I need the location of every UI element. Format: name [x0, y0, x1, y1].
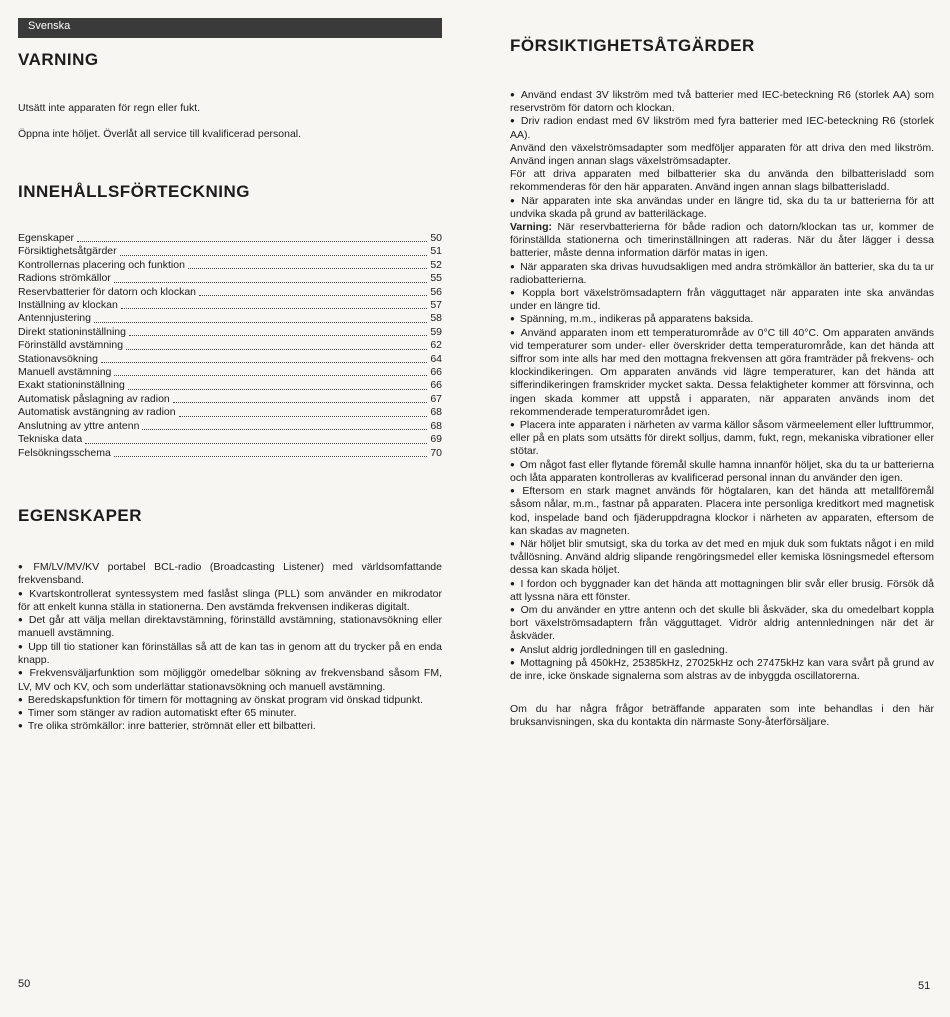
toc-entry-page: 55: [430, 272, 442, 285]
toc-entry-title: Manuell avstämning: [18, 366, 112, 379]
toc-entry-page: 67: [430, 392, 442, 405]
precautions-title: FÖRSIKTIGHETSÅTGÄRDER: [510, 36, 755, 55]
toc-entry-page: 70: [430, 446, 442, 459]
precaution-item: [510, 459, 934, 485]
toc-entry-page: 56: [430, 285, 442, 298]
feature-item: ● FM/LV/MV/KV portabel BCL-radio (Broadcasting Listener) med världsomfattande frekvensband.: [18, 561, 442, 588]
feature-item: ● Timer som stänger av radion automatiskt efter 65 minuter.: [18, 707, 442, 720]
toc-entry: [18, 379, 442, 392]
toc-entry-title: Förinställd avstämning: [18, 339, 124, 352]
precaution-text: Koppla bort växelströmsadaptern från vägguttaget när apparaten inte ska användas under en längre tid.: [510, 287, 934, 313]
warning-title: VARNING: [18, 50, 99, 69]
page-number-left: 50: [18, 978, 31, 990]
left-page: [18, 44, 442, 734]
toc-entry: [18, 326, 442, 339]
precaution-item: [510, 538, 934, 578]
toc-leader: [114, 366, 427, 376]
precaution-item: [510, 142, 934, 168]
precaution-text: Driv radion endast med 6V likström med fyra batterier med IEC-beteckning R6 (storlek AA).: [510, 115, 934, 141]
toc-entry-title: Anslutning av yttre antenn: [18, 419, 140, 432]
precaution-item: [510, 419, 934, 459]
toc-entry-title: Kontrollernas placering och funktion: [18, 258, 185, 271]
toc-entry-page: 58: [430, 312, 442, 325]
precaution-text: Använd den växelströmsadapter som medföljer apparaten för att driva den med likström. Använd ingen annan slags växelströmsadapter.: [510, 141, 934, 168]
feature-item: ● Frekvensväljarfunktion som möjliggör omedelbar sökning av frekvensband såsom FM, LV, MV och KV, och som underlättar stationavsökning och manuell avstämning.: [18, 667, 442, 694]
toc-entry-title: Felsökningsschema: [18, 446, 111, 459]
precaution-text: För att driva apparaten med bilbatterier ska du använda den bilbatterisladd som rekommenderas för den här apparaten. Använd ingen annan slags bilbatterisladd.: [510, 168, 934, 194]
precaution-text: När apparaten inte ska användas under en längre tid, ska du ta ur batterierna för att undvika skada på grund av batteriläckage.: [510, 194, 934, 220]
toc-entry-page: 66: [430, 366, 442, 379]
toc-leader: [114, 447, 428, 457]
toc-leader: [120, 245, 428, 255]
features-list: [18, 561, 442, 734]
toc-entry-title: Direkt stationinställning: [18, 325, 126, 338]
precaution-text: Om du använder en yttre antenn och det skulle bli åskväder, ska du omedelbart koppla bort växelströmsadaptern från vägguttaget. Vidrör aldrig antennledningen när det är åskväder.: [510, 603, 934, 643]
page-number-right: 51: [918, 980, 931, 992]
feature-item: ● Upp till tio stationer kan förinställas så att de kan tas in genom att du trycker på en enda knapp.: [18, 641, 442, 668]
toc-entry: [18, 259, 442, 272]
toc-entry-title: Stationavsökning: [18, 352, 98, 365]
precaution-item: [510, 644, 934, 657]
toc-entry: [18, 447, 442, 460]
precaution-item: [510, 261, 934, 287]
toc-entry-title: Tekniska data: [18, 433, 83, 446]
toc-leader: [126, 339, 427, 349]
feature-item: ● Beredskapsfunktion för timern för mottagning av önskat program vid önskad tidpunkt.: [18, 694, 442, 707]
toc-entry-page: 68: [430, 406, 442, 419]
toc-entry: [18, 299, 442, 312]
toc-entry-title: Inställning av klockan: [18, 299, 118, 312]
precaution-item: [510, 168, 934, 194]
precaution-text: I fordon och byggnader kan det hända att mottagningen blir svår eller brusig. Försök då att lyssna nära ett fönster.: [510, 577, 934, 603]
toc-entry: [18, 232, 442, 245]
toc-entry-title: Försiktighetsåtgärder: [18, 245, 117, 258]
toc-entry: [18, 433, 442, 446]
toc-leader: [179, 406, 428, 416]
feature-item: ● Tre olika strömkällor: inre batterier, strömnät eller ett bilbatteri.: [18, 720, 442, 733]
precaution-item: [510, 195, 934, 221]
precaution-text: Placera inte apparaten i närheten av varma källor såsom värmeelement eller lufttrummor, eller på en plats som utsätts för direkt solljus, damm, fukt, regn, mekaniska vibrationer eller stötar.: [510, 419, 934, 458]
toc-leader: [114, 272, 428, 282]
features-title: EGENSKAPER: [18, 505, 143, 525]
toc-entry-page: 69: [430, 433, 442, 446]
toc-entry: [18, 286, 442, 299]
language-label: Svenska: [28, 20, 71, 32]
right-page: [510, 36, 934, 730]
toc-entry-page: 66: [430, 379, 442, 392]
precaution-text: När reservbatterierna för både radion och datorn/klockan tas ur, kommer de förinställda stationerna och timerinställningen att raderas. När du åter lägger i dessa batterier, måste denna information därför matas in igen.: [510, 221, 935, 260]
toc-leader: [101, 353, 427, 363]
precaution-text: När höljet blir smutsigt, ska du torka av det med en mjuk duk som fuktats något i en mild tvållösning. Använd aldrig slipande rengöringsmedel eller kemiska lösningsmedel eftersom dessa kan skada höljet.: [510, 537, 934, 577]
toc-entry: [18, 272, 442, 285]
precaution-text: Anslut aldrig jordledningen till en gasledning.: [519, 643, 728, 656]
precaution-text: Eftersom en stark magnet används för högtalaren, kan det hända att metallföremål såsom nålar, m.m., fastnar på apparaten. Placera inte personliga kreditkort med magnetisk kod, inspelade band och fjäderuppdragna klockor i närheten av apparaten, eftersom de kan skadas av magneten.: [510, 485, 934, 537]
toc-entry: [18, 312, 442, 325]
toc-entry-page: 57: [430, 299, 442, 312]
precaution-text: Om något fast eller flytande föremål skulle hamna innanför höljet, ska du ta ur batterierna och låta apparaten kontrolleras av kvalificerad personal innan du använder den igen.: [510, 458, 934, 484]
precaution-item: [510, 578, 934, 604]
precaution-text: Använd endast 3V likström med två batterier med IEC-beteckning R6 (storlek AA) som reservström för datorn och klockan.: [510, 89, 934, 115]
toc-entry-page: 51: [430, 245, 442, 258]
toc-leader: [94, 312, 427, 322]
toc-entry: [18, 366, 442, 379]
language-bar: [18, 18, 442, 38]
precaution-item: [510, 287, 934, 313]
toc-entry: [18, 339, 442, 352]
precaution-text: När apparaten ska drivas huvudsakligen med andra strömkällor än batterier, ska du ta ur radiobatterierna.: [510, 260, 934, 286]
toc-leader: [188, 259, 427, 269]
precaution-item: [510, 327, 934, 419]
precaution-text: Spänning, m.m., indikeras på apparatens baksida.: [519, 313, 754, 326]
feature-item: ● Det går att välja mellan direktavstämning, förinställd avstämning, stationavsökning eller manuell avstämning.: [18, 614, 442, 641]
toc-entry: [18, 353, 442, 366]
toc-leader: [85, 433, 427, 443]
toc-title: INNEHÅLLSFÖRTECKNING: [18, 182, 250, 201]
toc-leader: [173, 393, 428, 403]
precaution-text: Använd apparaten inom ett temperaturområde av 0°C till 40°C. Om apparaten används vid temperaturer som under- eller överskrider detta temperaturområde, kan det hända att siffror som inte alls har med den mottagna frekvensen att göra framträder på frekvens- och klockindikeringen. Om apparaten används vid lägre temperaturer, kan det hända att sifferindikeringen framskrider mycket sakta. Dessa felaktigheter kommer att försvinna, och ingen skada kommer att uppstå i apparaten, när apparaten används inom det rekommenderade temperaturområdet igen.: [510, 326, 934, 418]
toc-entry: [18, 420, 442, 433]
toc-entry-title: Radions strömkällor: [18, 272, 111, 285]
warning-line-1: Utsätt inte apparaten för regn eller fukt.: [18, 102, 201, 114]
toc-entry-page: 52: [430, 258, 442, 271]
precaution-item: [510, 604, 934, 644]
toc-entry-page: 59: [430, 325, 442, 338]
precautions-list: [510, 89, 934, 683]
closing-paragraph: Om du har några frågor beträffande apparaten som inte behandlas i den här bruksanvisningen, ska du kontakta din närmaste Sony-återförsäljare.: [510, 703, 934, 729]
toc-entry-title: Antennjustering: [18, 312, 91, 325]
precaution-item: [510, 485, 934, 538]
toc-entry-title: Exakt stationinställning: [18, 379, 125, 392]
toc-leader: [121, 299, 428, 309]
precaution-text: Mottagning på 450kHz, 25385kHz, 27025kHz och 27475kHz kan vara svårt på grund av de inre, icke önskade signalerna som alstras av de inbyggda oscillatorerna.: [510, 656, 934, 682]
precaution-item: [510, 89, 934, 115]
toc-leader: [199, 286, 427, 296]
toc-entry: [18, 406, 442, 419]
precaution-item: [510, 115, 934, 141]
toc-entry-title: Egenskaper: [18, 232, 75, 244]
toc-leader: [128, 379, 428, 389]
precaution-item: [510, 313, 934, 326]
warning-line-2: Öppna inte höljet. Överlåt all service till kvalificerad personal.: [18, 128, 302, 140]
precaution-item: [510, 657, 934, 683]
toc-leader: [142, 420, 427, 430]
toc-entry: [18, 393, 442, 406]
toc-list: [18, 232, 442, 460]
precaution-item: [510, 221, 934, 261]
toc-leader: [129, 326, 427, 336]
toc-entry-title: Automatisk avstängning av radion: [18, 406, 176, 419]
toc-entry: [18, 245, 442, 258]
toc-entry-page: 64: [430, 352, 442, 365]
feature-item: ● Kvartskontrollerat syntessystem med faslåst slinga (PLL) som använder en mikrodator för att enkelt kunna ställa in stationerna. Den avstämda frekvensen indikeras digitalt.: [18, 588, 442, 615]
precaution-label: Varning:: [510, 221, 553, 234]
toc-entry-page: 62: [430, 339, 442, 352]
toc-leader: [77, 232, 427, 242]
toc-entry-title: Automatisk påslagning av radion: [18, 392, 170, 405]
toc-entry-page: 68: [430, 419, 442, 432]
toc-entry-title: Reservbatterier för datorn och klockan: [18, 285, 197, 298]
toc-entry-page: 50: [430, 232, 442, 244]
